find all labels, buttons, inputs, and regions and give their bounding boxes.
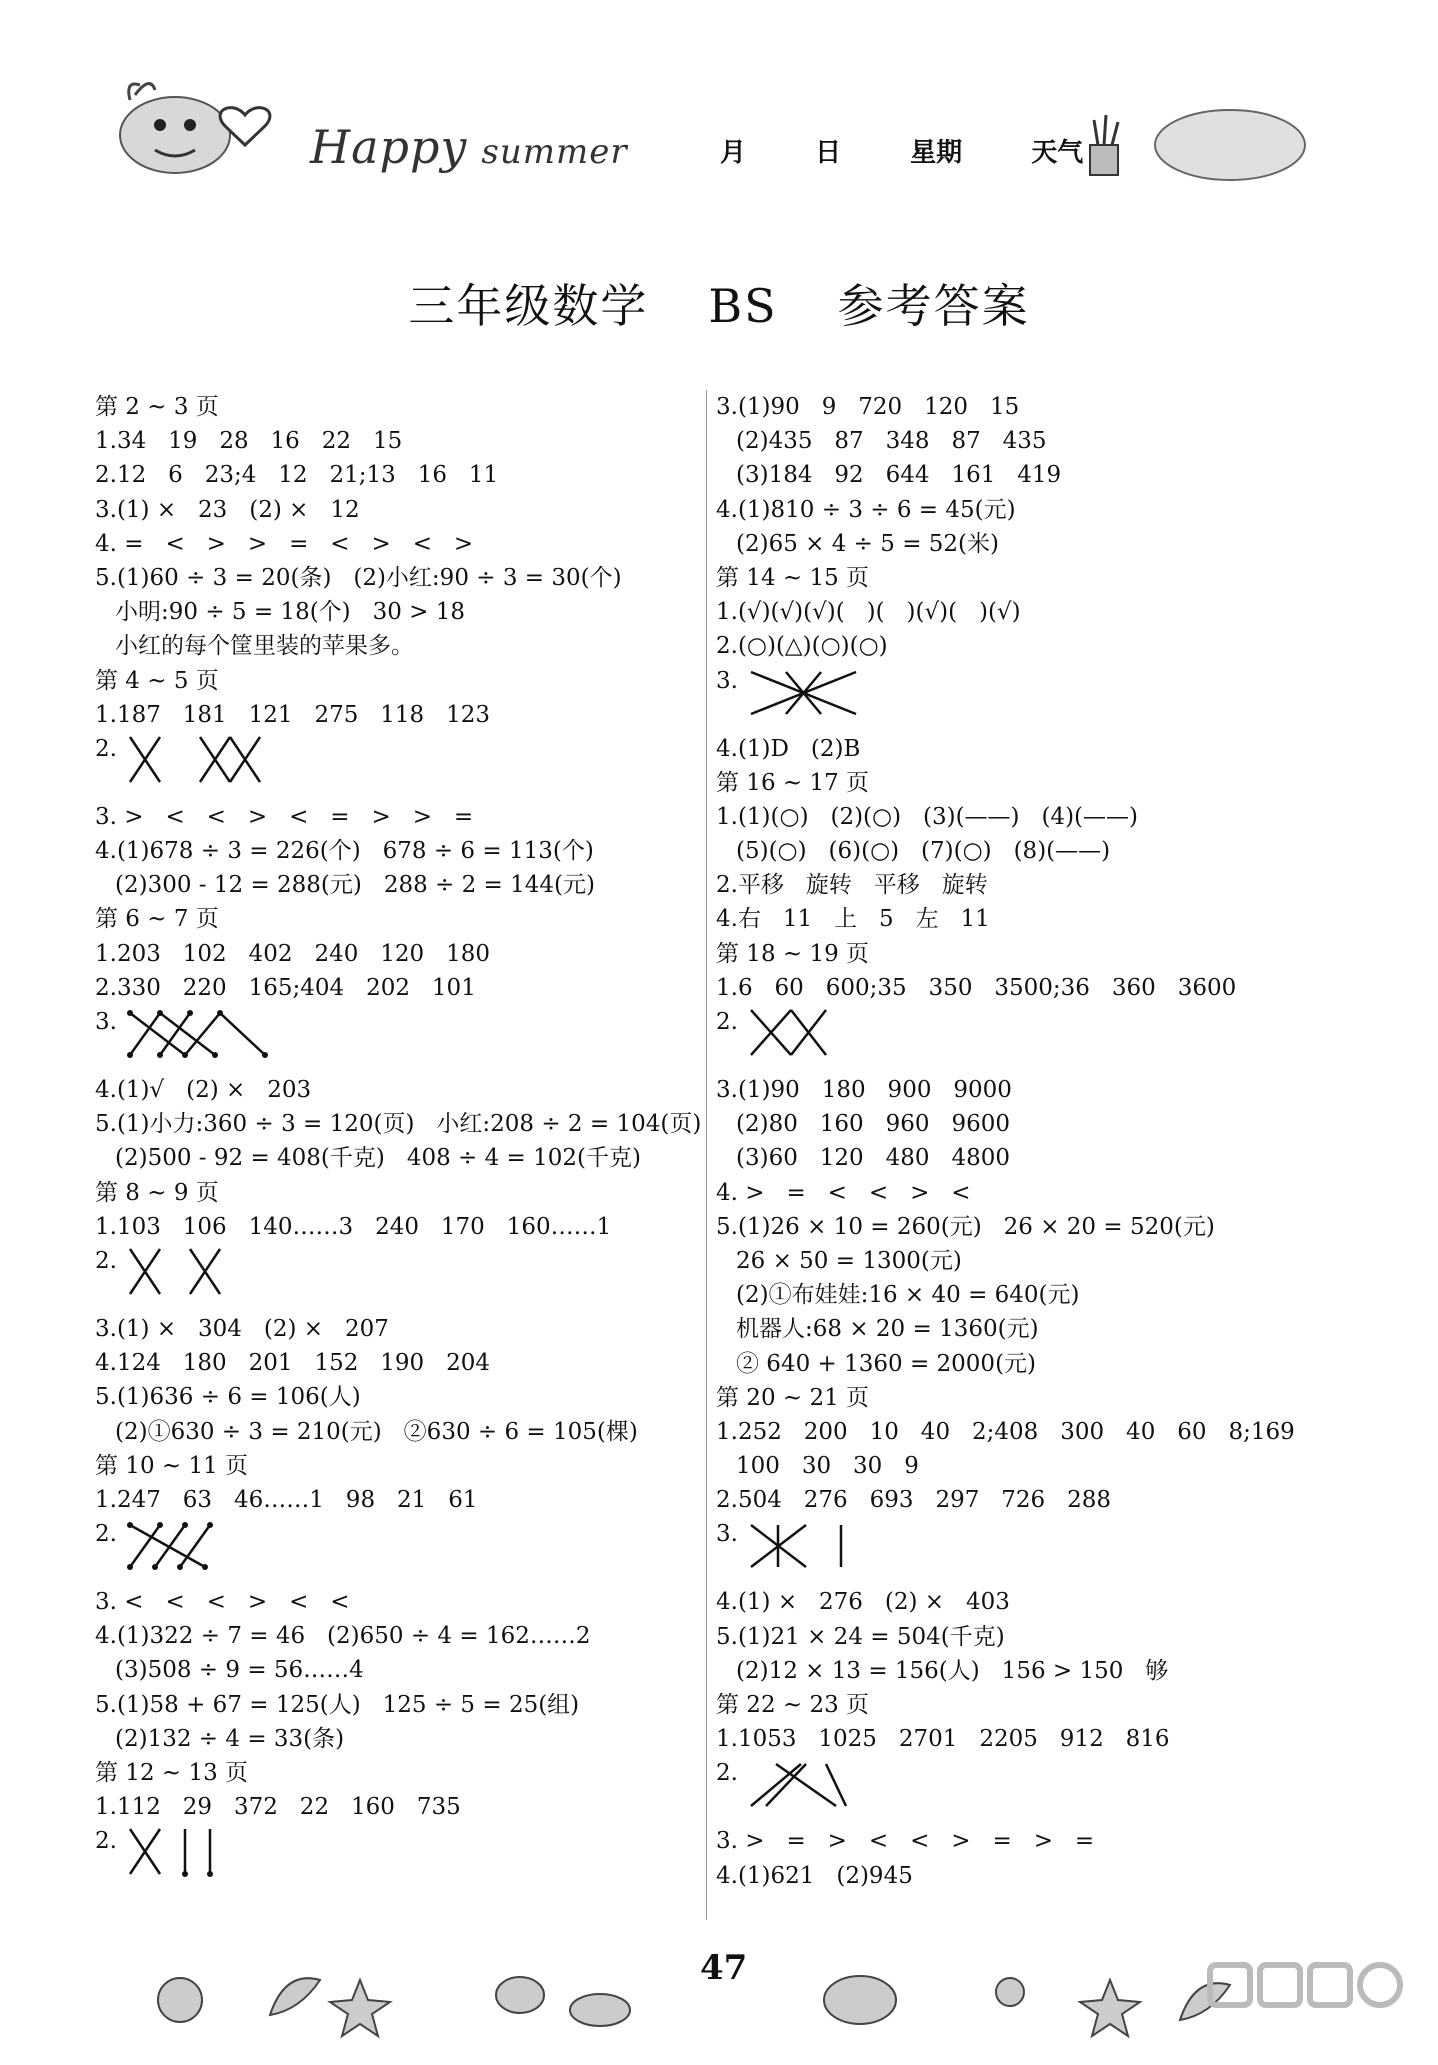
answer-line: 机器人:68 × 20 = 1360(元)	[736, 1316, 1039, 1343]
answer-line: 4.(1)678 ÷ 3 = 226(个) 678 ÷ 6 = 113(个)	[95, 838, 594, 865]
brand-text: Happy summer	[310, 120, 628, 174]
answer-line: 1.103 106 140……3 240 170 160……1	[95, 1213, 612, 1240]
matching-answer: 2.	[716, 1756, 1356, 1824]
answer-line: (2)80 160 960 9600	[736, 1111, 1010, 1138]
section-heading: 第 18 ~ 19 页	[716, 940, 870, 967]
section-heading: 第 16 ~ 17 页	[716, 769, 870, 796]
answer-line: (3)184 92 644 161 419	[736, 462, 1062, 489]
page-header	[0, 0, 1438, 210]
answer-line: (3)508 ÷ 9 = 56……4	[115, 1657, 364, 1684]
matching-answer: 3.	[95, 1005, 695, 1073]
matching-answer: 3.	[716, 664, 1356, 732]
page-title: 三年级数学 BS 参考答案	[408, 279, 1030, 333]
answer-line: 100 30 30 9	[736, 1453, 919, 1480]
answer-line: 1.1053 1025 2701 2205 912 816	[716, 1726, 1170, 1753]
answer-line: (5)(○) (6)(○) (7)(○) (8)(——)	[736, 838, 1111, 865]
section-heading: 第 10 ~ 11 页	[95, 1452, 249, 1479]
matching-answer: 2.	[95, 732, 695, 800]
answer-line: (2)435 87 348 87 435	[736, 428, 1047, 455]
answer-line: 4.(1) × 276 (2) × 403	[716, 1589, 1010, 1616]
answer-line: 1.247 63 46……1 98 21 61	[95, 1486, 478, 1513]
answer-line: (2)①布娃娃:16 × 40 = 640(元)	[736, 1282, 1080, 1309]
right-column	[716, 390, 1356, 1893]
section-heading: 第 22 ~ 23 页	[716, 1692, 870, 1718]
answer-line: 1.34 19 28 16 22 15	[95, 428, 403, 455]
matching-lines-diagram	[125, 1005, 275, 1061]
day-label: 日	[815, 138, 842, 168]
section-heading: 第 8 ~ 9 页	[95, 1179, 219, 1206]
answer-line: 5.(1)21 × 24 = 504(千克)	[716, 1623, 1005, 1650]
answer-line: (3)60 120 480 4800	[736, 1145, 1010, 1172]
section-heading: 第 4 ~ 5 页	[95, 667, 219, 694]
weather-label: 天气	[1031, 138, 1084, 168]
answer-line: 3.(1)90 9 720 120 15	[716, 394, 1020, 420]
answer-line: 3.(1) × 304 (2) × 207	[95, 1315, 389, 1342]
answer-line: 4. > = < < > <	[716, 1179, 971, 1206]
answer-line: 1.112 29 372 22 160 735	[95, 1794, 461, 1821]
whale-mascot-icon	[95, 60, 295, 190]
answer-line: 1.(1)(○) (2)(○) (3)(——) (4)(——)	[716, 803, 1138, 830]
matching-answer: 2.	[95, 1824, 695, 1892]
happy-summer-logo-icon	[1080, 90, 1320, 190]
matching-lines-diagram	[125, 1244, 235, 1300]
matching-answer: 3.	[716, 1517, 1356, 1585]
answer-line: 3. > = > < < > = > =	[716, 1828, 1095, 1855]
answer-line: 1.203 102 402 240 120 180	[95, 940, 491, 967]
answer-line: 2.(○)(△)(○)(○)	[716, 633, 888, 660]
answer-line: (2)132 ÷ 4 = 33(条)	[115, 1725, 345, 1752]
answer-line: 1.252 200 10 40 2;408 300 40 60 8;169	[716, 1418, 1295, 1445]
answer-line: 小明:90 ÷ 5 = 18(个) 30 > 18	[115, 599, 466, 626]
matching-answer: 2.	[716, 1005, 1356, 1073]
answer-line: 1.6 60 600;35 350 3500;36 360 3600	[716, 974, 1237, 1001]
answer-line: 5.(1)58 + 67 = 125(人) 125 ÷ 5 = 25(组)	[95, 1691, 580, 1718]
section-heading: 第 14 ~ 15 页	[716, 564, 870, 591]
month-label: 月	[720, 138, 747, 168]
matching-lines-diagram	[125, 1824, 235, 1880]
answer-line: 4.(1)810 ÷ 3 ÷ 6 = 45(元)	[716, 496, 1016, 523]
answer-line: 3. > < < > < = > > =	[95, 803, 474, 830]
answer-line: 5.(1)小力:360 ÷ 3 = 120(页) 小红:208 ÷ 2 = 104(页)	[95, 1111, 702, 1138]
section-heading: 第 12 ~ 13 页	[95, 1760, 249, 1786]
answer-line: 5.(1)60 ÷ 3 = 20(条) (2)小红:90 ÷ 3 = 30(个)	[95, 564, 622, 591]
answer-line: 2.平移 旋转 平移 旋转	[716, 872, 988, 899]
answer-line: 4.右 11 上 5 左 11	[716, 906, 990, 933]
section-heading: 第 20 ~ 21 页	[716, 1384, 870, 1411]
page-number: 47	[700, 1948, 748, 1988]
answer-line: 5.(1)26 × 10 = 260(元) 26 × 20 = 520(元)	[716, 1213, 1215, 1240]
answer-line: 1.187 181 121 275 118 123	[95, 701, 491, 728]
answer-line: 3.(1) × 23 (2) × 12	[95, 496, 360, 523]
answer-line: ② 640 + 1360 = 2000(元)	[736, 1350, 1037, 1377]
answer-line: (2)①630 ÷ 3 = 210(元) ②630 ÷ 6 = 105(棵)	[115, 1418, 638, 1445]
answer-line: 4.124 180 201 152 190 204	[95, 1350, 491, 1377]
answer-line: (2)12 × 13 = 156(人) 156 > 150 够	[736, 1657, 1169, 1684]
answer-line: 5.(1)636 ÷ 6 = 106(人)	[95, 1384, 361, 1411]
section-heading: 第 6 ~ 7 页	[95, 906, 219, 933]
answer-line: (2)65 × 4 ÷ 5 = 52(米)	[736, 530, 1000, 557]
matching-lines-diagram	[746, 664, 866, 720]
left-column	[95, 390, 702, 1892]
weekday-label: 星期	[910, 138, 963, 168]
matching-answer: 2.	[95, 1517, 695, 1585]
matching-lines-diagram	[746, 1756, 856, 1812]
answer-line: 2.12 6 23;4 12 21;13 16 11	[95, 462, 499, 489]
answer-line: 26 × 50 = 1300(元)	[736, 1247, 962, 1274]
answer-line: 3. < < < > < <	[95, 1589, 350, 1616]
matching-lines-diagram	[746, 1517, 856, 1573]
answer-line: 4.(1)621 (2)945	[716, 1862, 913, 1889]
matching-answer: 2.	[95, 1244, 695, 1312]
answer-line: 4.(1)√ (2) × 203	[95, 1077, 312, 1103]
answer-line: 4. = < > > = < > < >	[95, 530, 474, 557]
watermark-stamp-icon	[1200, 1950, 1420, 2050]
matching-lines-diagram	[125, 732, 265, 788]
answer-line: 4.(1)D (2)B	[716, 735, 861, 762]
answer-line: 4.(1)322 ÷ 7 = 46 (2)650 ÷ 4 = 162……2	[95, 1623, 591, 1650]
column-divider	[706, 390, 707, 1920]
section-heading: 第 2 ~ 3 页	[95, 394, 219, 420]
answer-line: (2)500 - 92 = 408(千克) 408 ÷ 4 = 102(千克)	[115, 1145, 641, 1172]
answer-line: 2.504 276 693 297 726 288	[716, 1487, 1112, 1514]
answer-line: 3.(1)90 180 900 9000	[716, 1077, 1012, 1103]
answer-line: (2)300 - 12 = 288(元) 288 ÷ 2 = 144(元)	[115, 872, 595, 899]
answer-line: 2.330 220 165;404 202 101	[95, 974, 476, 1001]
matching-lines-diagram	[125, 1517, 235, 1573]
answer-line: 1.(√)(√)(√)( )( )(√)( )(√)	[716, 599, 1021, 626]
matching-lines-diagram	[746, 1005, 836, 1061]
answer-line: 小红的每个筐里装的苹果多。	[115, 633, 414, 660]
